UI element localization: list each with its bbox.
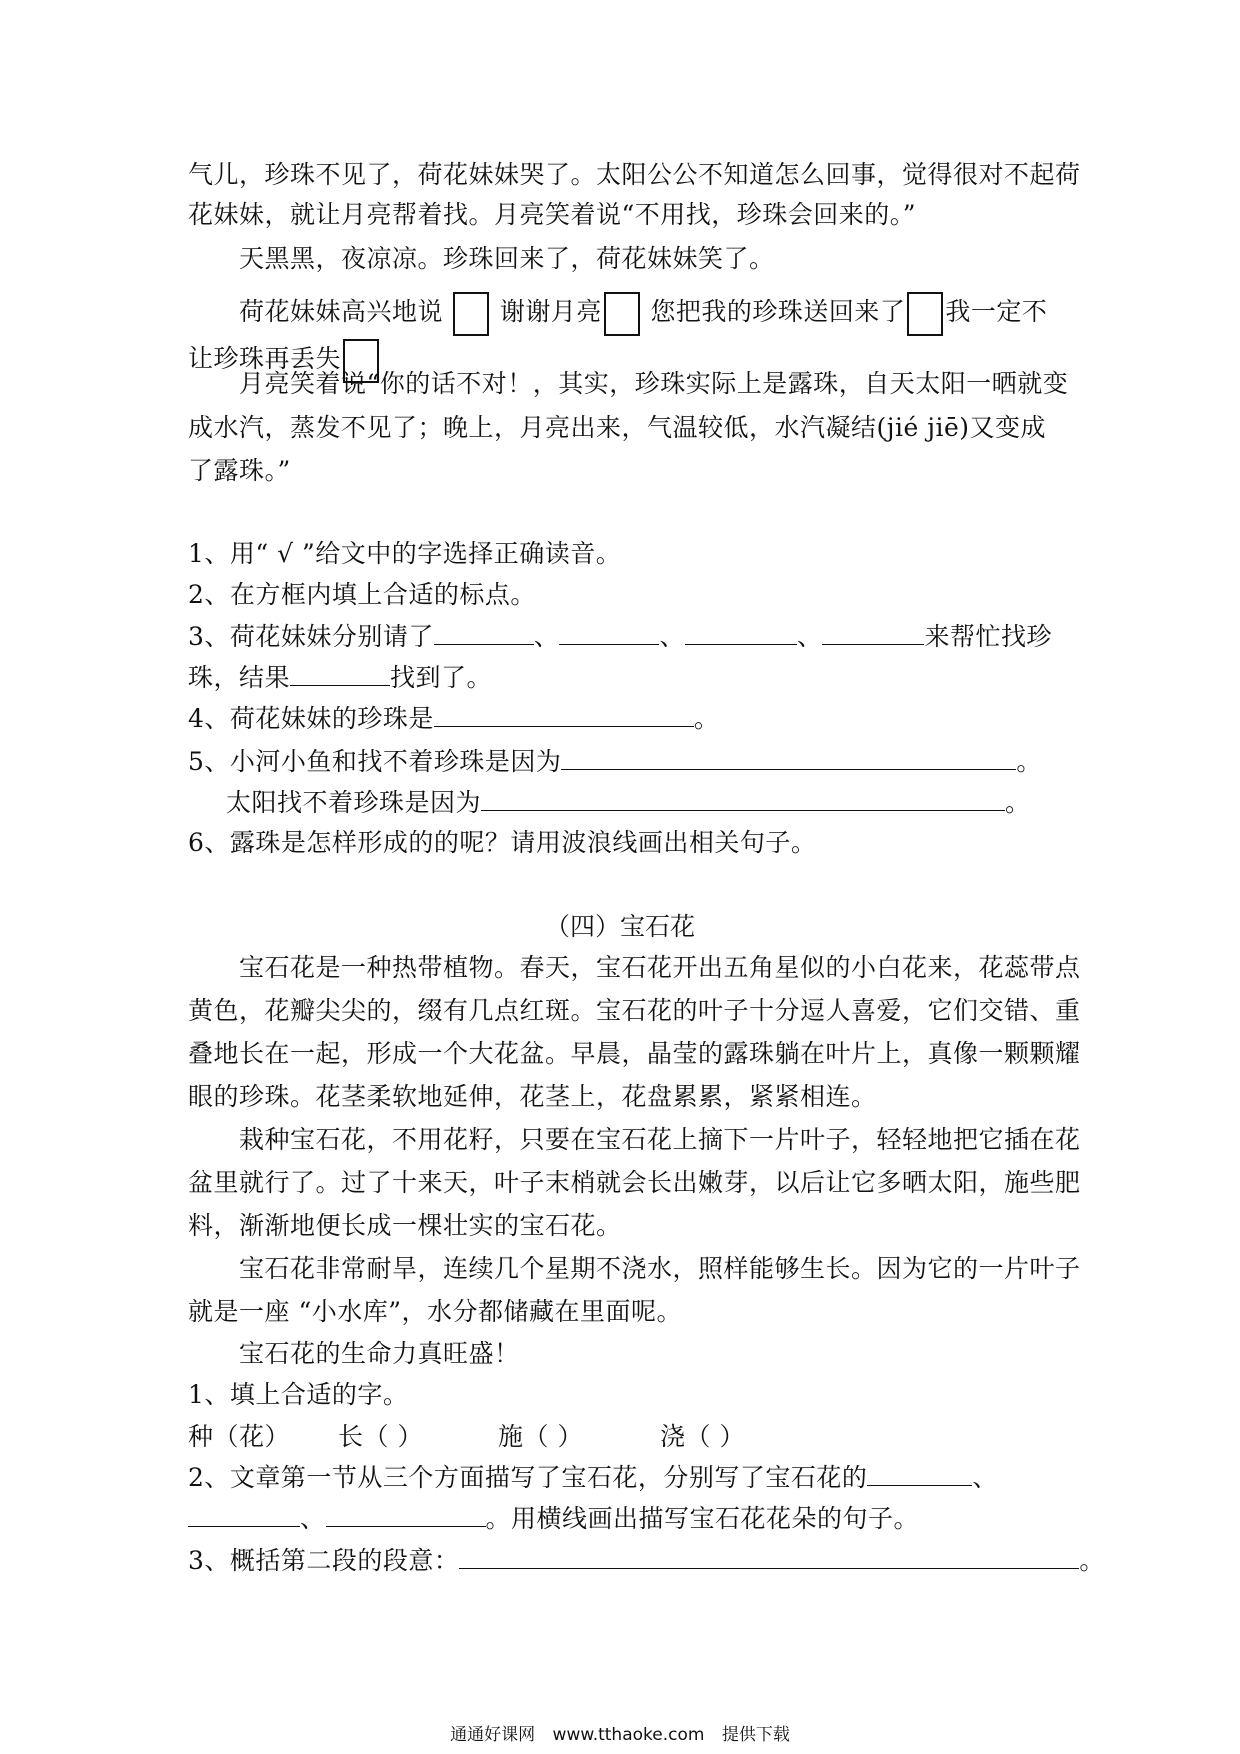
q3-3-text-c: 珠，结果 (188, 663, 291, 692)
q3-4 (188, 702, 719, 736)
story3-para3-text-b: 谢谢月亮 (499, 297, 602, 326)
q3-5-end: 。 (1016, 747, 1042, 776)
q3-5-line2 (226, 786, 1031, 820)
answer-blank[interactable] (685, 622, 797, 645)
story3-para3-line1 (239, 287, 1047, 337)
story4-para1-line1: 宝石花是一种热带植物。春天，宝石花开出五角星似的小白花来，花蕊带点 (239, 953, 1081, 982)
punctuation-box-3[interactable] (907, 292, 943, 336)
q4-2-separator: 、 (972, 1463, 998, 1492)
story3-para1-line1: 气儿，珍珠不见了，荷花妹妹哭了。太阳公公不知道怎么回事，觉得很对不起荷 (188, 160, 1081, 189)
answer-blank[interactable] (459, 1546, 1079, 1569)
q3-1: 1、用“ √ ”给文中的字选择正确读音。 (188, 539, 622, 568)
story4-para3-line1: 宝石花非常耐旱，连续几个星期不浇水，照样能够生长。因为它的一片叶子 (239, 1254, 1081, 1283)
footer-url-link[interactable]: www.tthaoke.com (552, 1725, 705, 1745)
q4-2-line2 (188, 1502, 919, 1536)
q3-3-separator: 、 (796, 622, 823, 651)
story4-para2-line2: 盆里就行了。过了十来天，叶子末梢就会长出嫩芽，以后让它多晒太阳，施些肥 (188, 1168, 1081, 1197)
story4-para2-line1: 栽种宝石花，不用花籽，只要在宝石花上摘下一片叶子，轻轻地把它插在花 (239, 1125, 1081, 1154)
story3-para1-line2: 花妹妹，就让月亮帮着找。月亮笑着说“不用找，珍珠会回来的。” (188, 200, 917, 229)
answer-blank[interactable] (434, 704, 694, 727)
answer-blank[interactable] (559, 622, 659, 645)
q4-3 (188, 1544, 1105, 1578)
story4-para3-line2: 就是一座 “小水库”，水分都储藏在里面呢。 (188, 1297, 683, 1326)
q4-3-text: 3、概括第二段的段意： (188, 1546, 460, 1575)
punctuation-box-2[interactable] (604, 292, 640, 336)
q4-3-end: 。 (1079, 1546, 1105, 1575)
word-item: 种（花） (188, 1422, 291, 1451)
story4-title: （四）宝石花 (544, 912, 695, 941)
q3-5-b-end: 。 (1005, 788, 1031, 817)
word-item[interactable]: 长（ ） (338, 1422, 423, 1451)
q3-3-line1 (188, 620, 1052, 654)
answer-blank[interactable] (867, 1463, 972, 1486)
story4-para1-line4: 眼的珍珠。花茎柔软地延伸，花茎上，花盘累累，紧紧相连。 (188, 1082, 877, 1111)
q3-3-line2 (188, 661, 492, 695)
answer-blank[interactable] (481, 788, 1005, 811)
word-item[interactable]: 浇（ ） (660, 1422, 745, 1451)
story4-para1-line3: 叠地长在一起，形成一个大花盆。早晨，晶莹的露珠躺在叶片上，真像一颗颗耀 (188, 1039, 1081, 1068)
q4-1: 1、填上合适的字。 (188, 1380, 409, 1409)
story3-para3-text-d: 我一定不 (945, 297, 1048, 326)
story3-para4-line3: 了露珠。” (188, 456, 291, 485)
story4-para1-line2: 黄色，花瓣尖尖的，缀有几点红斑。宝石花的叶子十分逗人喜爱，它们交错、重 (188, 996, 1081, 1025)
q3-5-text-a: 5、小河小鱼和找不着珍珠是因为 (188, 747, 562, 776)
answer-blank[interactable] (434, 622, 534, 645)
punctuation-box-1[interactable] (453, 292, 489, 336)
story3-para3-text-a: 荷花妹妹高兴地说 (239, 297, 444, 326)
answer-blank[interactable] (188, 1504, 300, 1527)
q3-3-text-b: 来帮忙找珍 (924, 622, 1052, 651)
story3-para3-text-e: 让珍珠再丢失 (188, 344, 342, 373)
q4-2-text-a: 2、文章第一节从三个方面描写了宝石花，分别写了宝石花的 (188, 1463, 868, 1492)
footer-site-name: 通通好课网 (450, 1725, 536, 1745)
q4-2-text-b: 。用横线画出描写宝石花花朵的句子。 (485, 1504, 920, 1533)
q4-2-line1 (188, 1461, 998, 1495)
story3-para4-line1: 月亮笑着说“你的话不对！，其实，珍珠实际上是露珠，自天太阳一晒就变 (239, 369, 1069, 398)
answer-blank[interactable] (326, 1504, 486, 1527)
q3-6: 6、露珠是怎样形成的的呢？请用波浪线画出相关句子。 (188, 828, 817, 857)
story3-para4-line2: 成水汽，蒸发不见了；晚上，月亮出来，气温较低，水汽凝结(jié jiē)又变成 (188, 413, 1047, 442)
q3-3-text-a: 3、荷花妹妹分别请了 (188, 622, 434, 651)
story4-para4: 宝石花的生命力真旺盛！ (239, 1339, 520, 1368)
q3-4-end: 。 (693, 704, 720, 733)
q3-2: 2、在方框内填上合适的标点。 (188, 580, 536, 609)
word-item[interactable]: 施（ ） (498, 1422, 583, 1451)
answer-blank[interactable] (290, 663, 390, 686)
page-footer (0, 1720, 1240, 1745)
q3-3-separator: 、 (659, 622, 685, 651)
story3-para2: 天黑黑，夜凉凉。珍珠回来了，荷花妹妹笑了。 (239, 244, 775, 273)
footer-suffix: 提供下载 (721, 1725, 790, 1745)
q3-3-text-d: 找到了。 (390, 663, 493, 692)
answer-blank[interactable] (561, 747, 1016, 770)
story3-para3-text-c: 您把我的珍珠送回来了 (650, 297, 906, 326)
story4-para2-line3: 料，渐渐地便长成一棵壮实的宝石花。 (188, 1211, 622, 1240)
answer-blank[interactable] (822, 622, 924, 645)
q3-5-text-b: 太阳找不着珍珠是因为 (226, 788, 482, 817)
q3-4-text: 4、荷花妹妹的珍珠是 (188, 704, 434, 733)
q3-3-separator: 、 (533, 622, 560, 651)
q3-5-line1 (188, 745, 1042, 779)
q4-2-separator: 、 (300, 1504, 326, 1533)
q4-1-words (188, 1420, 745, 1454)
